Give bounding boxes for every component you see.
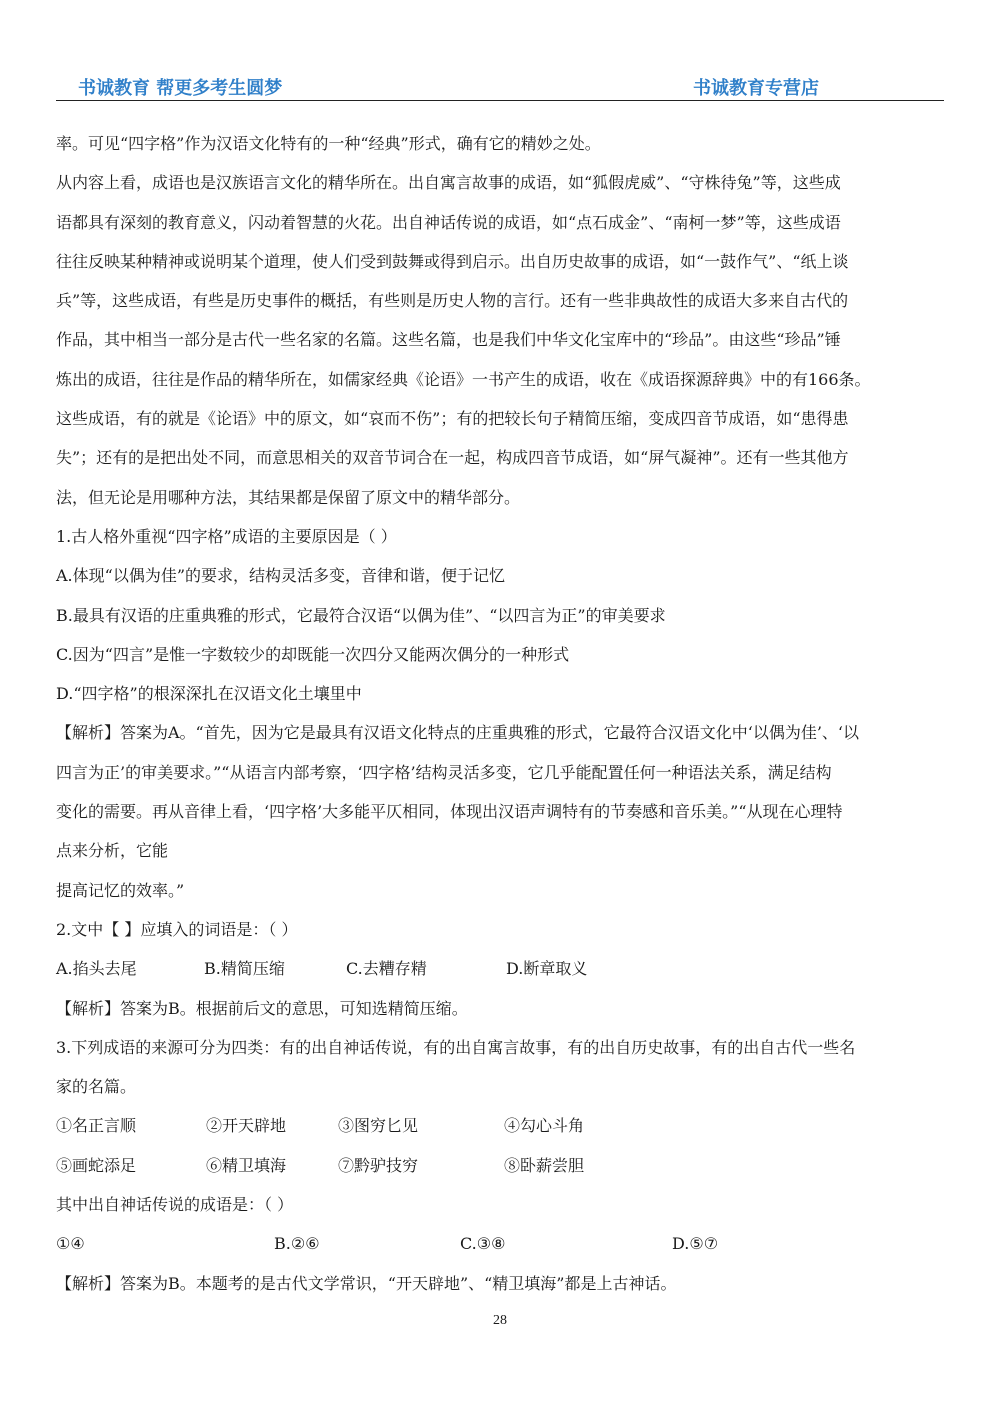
idiom-item: ①名正言顺 [56, 1116, 137, 1136]
passage-line: 作品，其中相当一部分是古代一些名家的名篇。这些名篇，也是我们中华文化宝库中的“珍品”。由这些“珍品”锤 [56, 330, 841, 350]
idiom-item: ⑤画蛇添足 [56, 1155, 137, 1175]
question-2 [56, 910, 944, 1028]
analysis-line: 【解析】答案为B。本题考的是古代文学常识，“开天辟地”、“精卫填海”都是上古神话。 [56, 1273, 677, 1293]
page-header [56, 70, 944, 101]
option-d: D.“四字格”的根深深扎在汉语文化土壤里中 [56, 684, 362, 704]
header-slogan: 书诚教育 帮更多考生圆梦 [78, 78, 283, 99]
option-a: ①④ [56, 1234, 85, 1254]
idiom-item: ④勾心斗角 [504, 1116, 585, 1136]
options-row [56, 949, 944, 988]
question-1 [56, 517, 944, 910]
header-shop-name: 书诚教育专营店 [693, 78, 819, 99]
passage-line: 法，但无论是用哪种方法，其结果都是保留了原文中的精华部分。 [56, 487, 521, 507]
idiom-row [56, 1106, 944, 1145]
idiom-item: ⑦黔驴技穷 [338, 1155, 419, 1175]
passage-line: 这些成语，有的就是《论语》中的原文，如“哀而不伤”；有的把较长句子精简压缩，变成四音节成语，如“患得患 [56, 409, 849, 429]
page-number: 28 [493, 1313, 507, 1328]
passage-line: 往往反映某种精神或说明某个道理，使人们受到鼓舞或得到启示。出自历史故事的成语，如“一鼓作气”、“纸上谈 [56, 251, 849, 271]
question-3 [56, 1028, 944, 1303]
analysis-line: 变化的需要。再从音律上看，‘四字格’大多能平仄相同，体现出汉语声调特有的节奏感和音乐美。”“从现在心理特 [56, 802, 843, 822]
option-c: C.③⑧ [460, 1234, 506, 1254]
passage-line: 炼出的成语，往往是作品的精华所在，如儒家经典《论语》一书产生的成语，收在《成语探源辞典》中的有166条。 [56, 369, 871, 389]
options-row [56, 1224, 944, 1263]
option-b: B.最具有汉语的庄重典雅的形式，它最符合汉语“以偶为佳”、“以四言为正”的审美要求 [56, 605, 666, 625]
question-stem: 2.文中【 】应填入的词语是：（ ） [56, 919, 298, 939]
option-c: C.去糟存精 [346, 959, 427, 979]
analysis-line: 提高记忆的效率。” [56, 880, 185, 900]
passage-line: 兵”等，这些成语，有些是历史事件的概括，有些则是历史人物的言行。还有一些非典故性的成语大多来自古代的 [56, 291, 849, 311]
option-d: D.⑤⑦ [672, 1234, 719, 1254]
idiom-item: ②开天辟地 [206, 1116, 287, 1136]
question-stem: 家的名篇。 [56, 1077, 137, 1097]
analysis-line: 四言为正’的审美要求。”“从语言内部考察，‘四字格’结构灵活多变，它几乎能配置任何一种语法关系，满足结构 [56, 762, 832, 782]
idiom-item: ⑥精卫填海 [206, 1155, 287, 1175]
analysis-line: 【解析】答案为A。“首先，因为它是最具有汉语文化特点的庄重典雅的形式，它最符合汉语文化中‘以偶为佳’、‘以 [56, 723, 859, 743]
option-a: A.掐头去尾 [56, 959, 137, 979]
passage-line: 失”；还有的是把出处不同，而意思相关的双音节词合在一起，构成四音节成语，如“屏气凝神”。还有一些其他方 [56, 448, 849, 468]
passage-line: 率。可见“四字格”作为汉语文化特有的一种“经典”形式，确有它的精妙之处。 [56, 134, 601, 153]
idiom-item: ⑧卧薪尝胆 [504, 1155, 585, 1175]
option-d: D.断章取义 [506, 959, 588, 979]
reading-passage [56, 124, 944, 517]
analysis-line: 【解析】答案为B。根据前后文的意思，可知选精简压缩。 [56, 998, 468, 1018]
analysis-line: 点来分析，它能 [56, 841, 169, 861]
page-content [56, 124, 944, 1303]
option-a: A.体现“以偶为佳”的要求，结构灵活多变，音律和谐，便于记忆 [56, 566, 506, 586]
question-prompt: 其中出自神话传说的成语是：（ ） [56, 1195, 294, 1215]
idiom-row [56, 1146, 944, 1185]
passage-line: 从内容上看，成语也是汉族语言文化的精华所在。出自寓言故事的成语，如“狐假虎威”、“守株待兔”等，这些成 [56, 173, 841, 193]
option-b: B.精简压缩 [204, 959, 285, 979]
passage-line: 语都具有深刻的教育意义，闪动着智慧的火花。出自神话传说的成语，如“点石成金”、“南柯一梦”等，这些成语 [56, 212, 841, 232]
idiom-item: ③图穷匕见 [338, 1116, 419, 1136]
option-b: B.②⑥ [274, 1234, 320, 1254]
question-stem: 3.下列成语的来源可分为四类：有的出自神话传说，有的出自寓言故事，有的出自历史故事，有的出自古代一些名 [56, 1037, 856, 1057]
option-c: C.因为“四言”是惟一字数较少的却既能一次四分又能两次偶分的一种形式 [56, 644, 570, 664]
question-stem: 1.古人格外重视“四字格”成语的主要原因是（ ） [56, 526, 397, 546]
